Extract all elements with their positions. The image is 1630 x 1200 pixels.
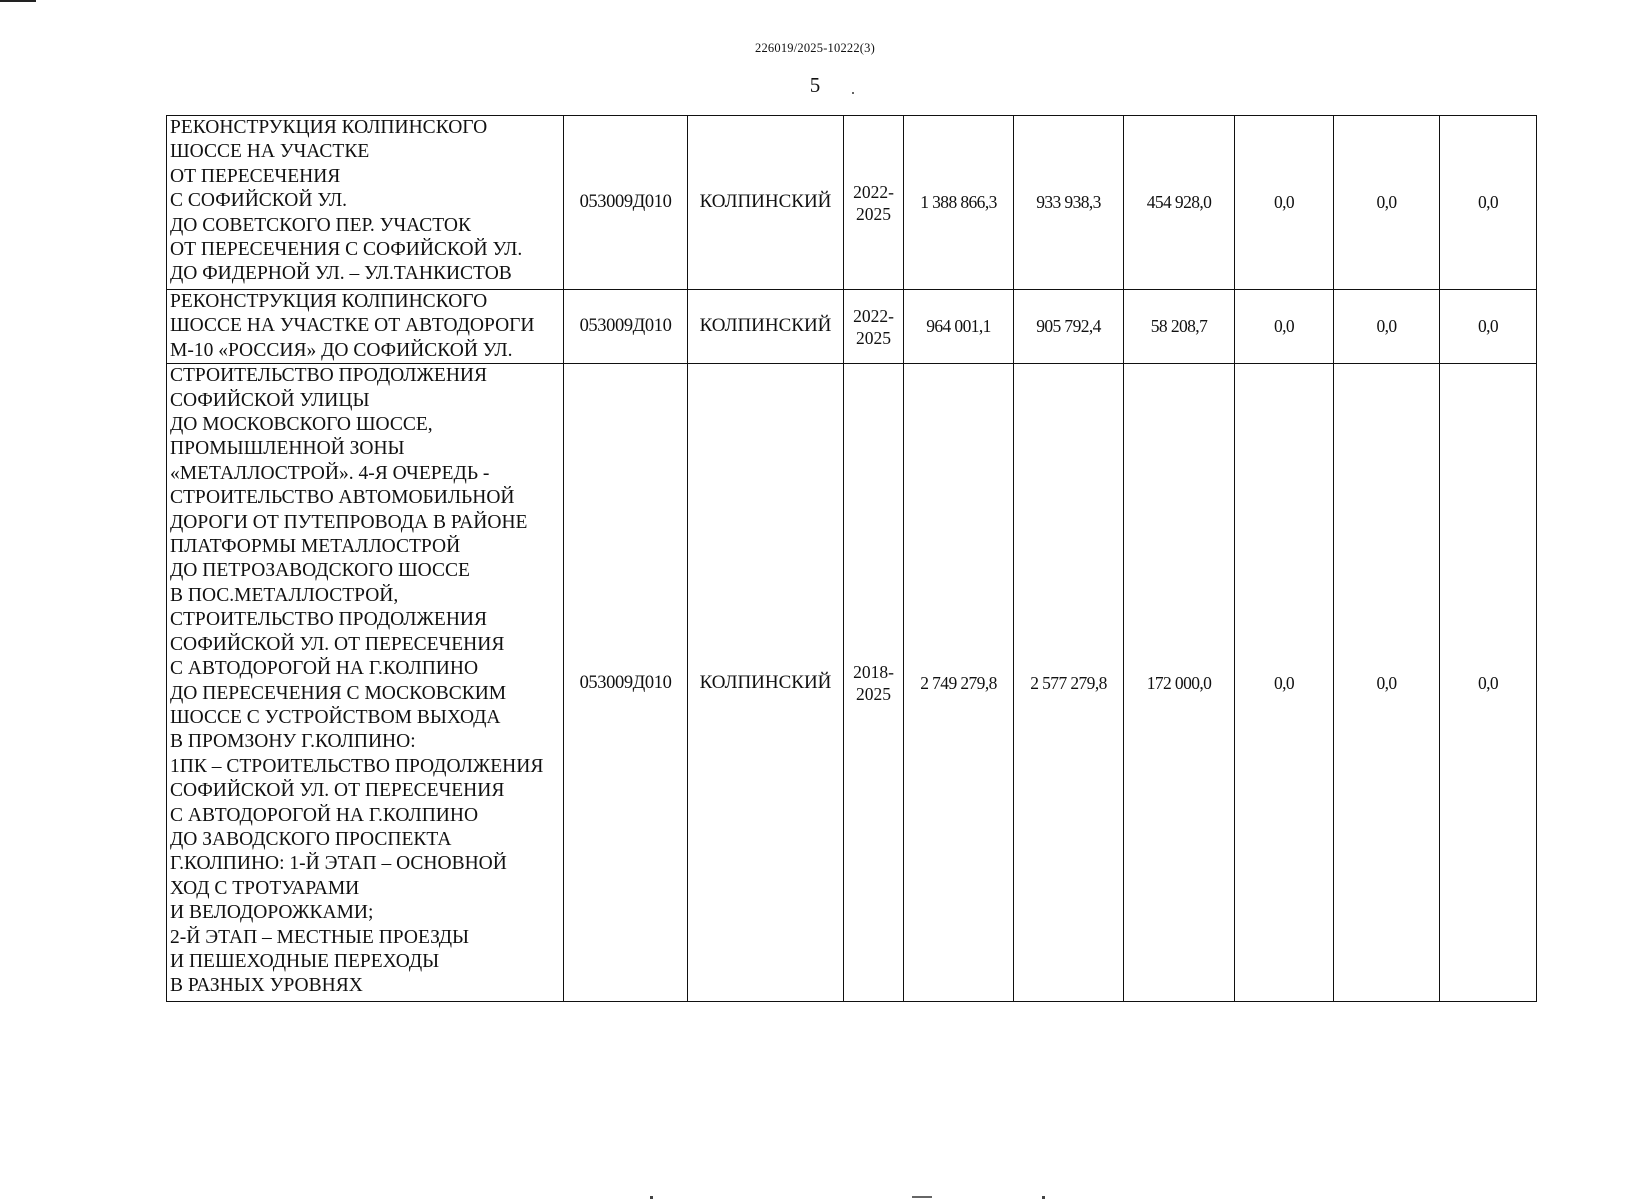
table-row [167,116,1537,290]
district-cell: КОЛПИНСКИЙ [688,116,844,290]
value-cell: 2 577 279,8 [1014,364,1124,1002]
construction-objects-table [166,115,1537,1002]
object-code-cell: 053009Д010 [564,290,688,364]
object-name-cell: СТРОИТЕЛЬСТВО ПРОДОЛЖЕНИЯ СОФИЙСКОЙ УЛИЦЫ ДО МОСКОВСКОГО ШОССЕ, ПРОМЫШЛЕННОЙ ЗОНЫ «МЕТАЛЛОСТРОЙ». 4-Я ОЧЕРЕДЬ - СТРОИТЕЛЬСТВО АВТОМОБИЛЬНОЙ ДОРОГИ ОТ ПУТЕПРОВОДА В РАЙОНЕ ПЛАТФОРМЫ МЕТАЛЛОСТРОЙ ДО ПЕТРОЗАВОДСКОГО ШОССЕ В ПОС.МЕТАЛЛОСТРОЙ, СТРОИТЕЛЬСТВО ПРОДОЛЖЕНИЯ СОФИЙСКОЙ УЛ. ОТ ПЕРЕСЕЧЕНИЯ С АВТОДОРОГОЙ НА Г.КОЛПИНО ДО ПЕРЕСЕЧЕНИЯ С МОСКОВСКИМ ШОССЕ С УСТРОЙСТВОМ ВЫХОДА В ПРОМЗОНУ Г.КОЛПИНО: 1ПК – СТРОИТЕЛЬСТВО ПРОДОЛЖЕНИЯ СОФИЙСКОЙ УЛ. ОТ ПЕРЕСЕЧЕНИЯ С АВТОДОРОГОЙ НА Г.КОЛПИНО ДО ЗАВОДСКОГО ПРОСПЕКТА Г.КОЛПИНО: 1-Й ЭТАП – ОСНОВНОЙ ХОД С ТРОТУАРАМИ И ВЕЛОДОРОЖКАМИ; 2-Й ЭТАП – МЕСТНЫЕ ПРОЕЗДЫ И ПЕШЕХОДНЫЕ ПЕРЕХОДЫ В РАЗНЫХ УРОВНЯХ [167,364,564,1002]
value-cell: 0,0 [1440,364,1537,1002]
value-cell: 172 000,0 [1124,364,1235,1002]
document-registration-number: 226019/2025-10222(3) [755,41,875,55]
value-cell: 905 792,4 [1014,290,1124,364]
years-cell: 2022- 2025 [844,290,904,364]
value-cell: 0,0 [1440,116,1537,290]
years-cell: 2022- 2025 [844,116,904,290]
page-number: 5 [809,73,821,97]
district-cell: КОЛПИНСКИЙ [688,290,844,364]
years-cell: 2018- 2025 [844,364,904,1002]
value-cell: 0,0 [1334,364,1440,1002]
district-cell: КОЛПИНСКИЙ [688,364,844,1002]
value-cell: 0,0 [1235,116,1334,290]
object-code-cell: 053009Д010 [564,364,688,1002]
value-cell: 454 928,0 [1124,116,1235,290]
object-name-cell: РЕКОНСТРУКЦИЯ КОЛПИНСКОГО ШОССЕ НА УЧАСТКЕ ОТ ПЕРЕСЕЧЕНИЯ С СОФИЙСКОЙ УЛ. ДО СОВЕТСКОГО ПЕР. УЧАСТОК ОТ ПЕРЕСЕЧЕНИЯ С СОФИЙСКОЙ УЛ. ДО ФИДЕРНОЙ УЛ. – УЛ.ТАНКИСТОВ [167,116,564,290]
scan-speck [912,1196,932,1198]
scan-corner-mark [0,0,36,2]
table-row [167,290,1537,364]
value-cell: 58 208,7 [1124,290,1235,364]
value-cell: 0,0 [1334,116,1440,290]
scan-speck [1042,1196,1045,1199]
total-cost-cell: 2 749 279,8 [904,364,1014,1002]
total-cost-cell: 1 388 866,3 [904,116,1014,290]
scan-speck [852,92,854,94]
table-row [167,364,1537,1002]
value-cell: 0,0 [1440,290,1537,364]
object-name-cell: РЕКОНСТРУКЦИЯ КОЛПИНСКОГО ШОССЕ НА УЧАСТКЕ ОТ АВТОДОРОГИ М-10 «РОССИЯ» ДО СОФИЙСКОЙ УЛ. [167,290,564,364]
value-cell: 0,0 [1235,290,1334,364]
value-cell: 933 938,3 [1014,116,1124,290]
total-cost-cell: 964 001,1 [904,290,1014,364]
value-cell: 0,0 [1334,290,1440,364]
value-cell: 0,0 [1235,364,1334,1002]
object-code-cell: 053009Д010 [564,116,688,290]
scan-speck [650,1196,653,1199]
